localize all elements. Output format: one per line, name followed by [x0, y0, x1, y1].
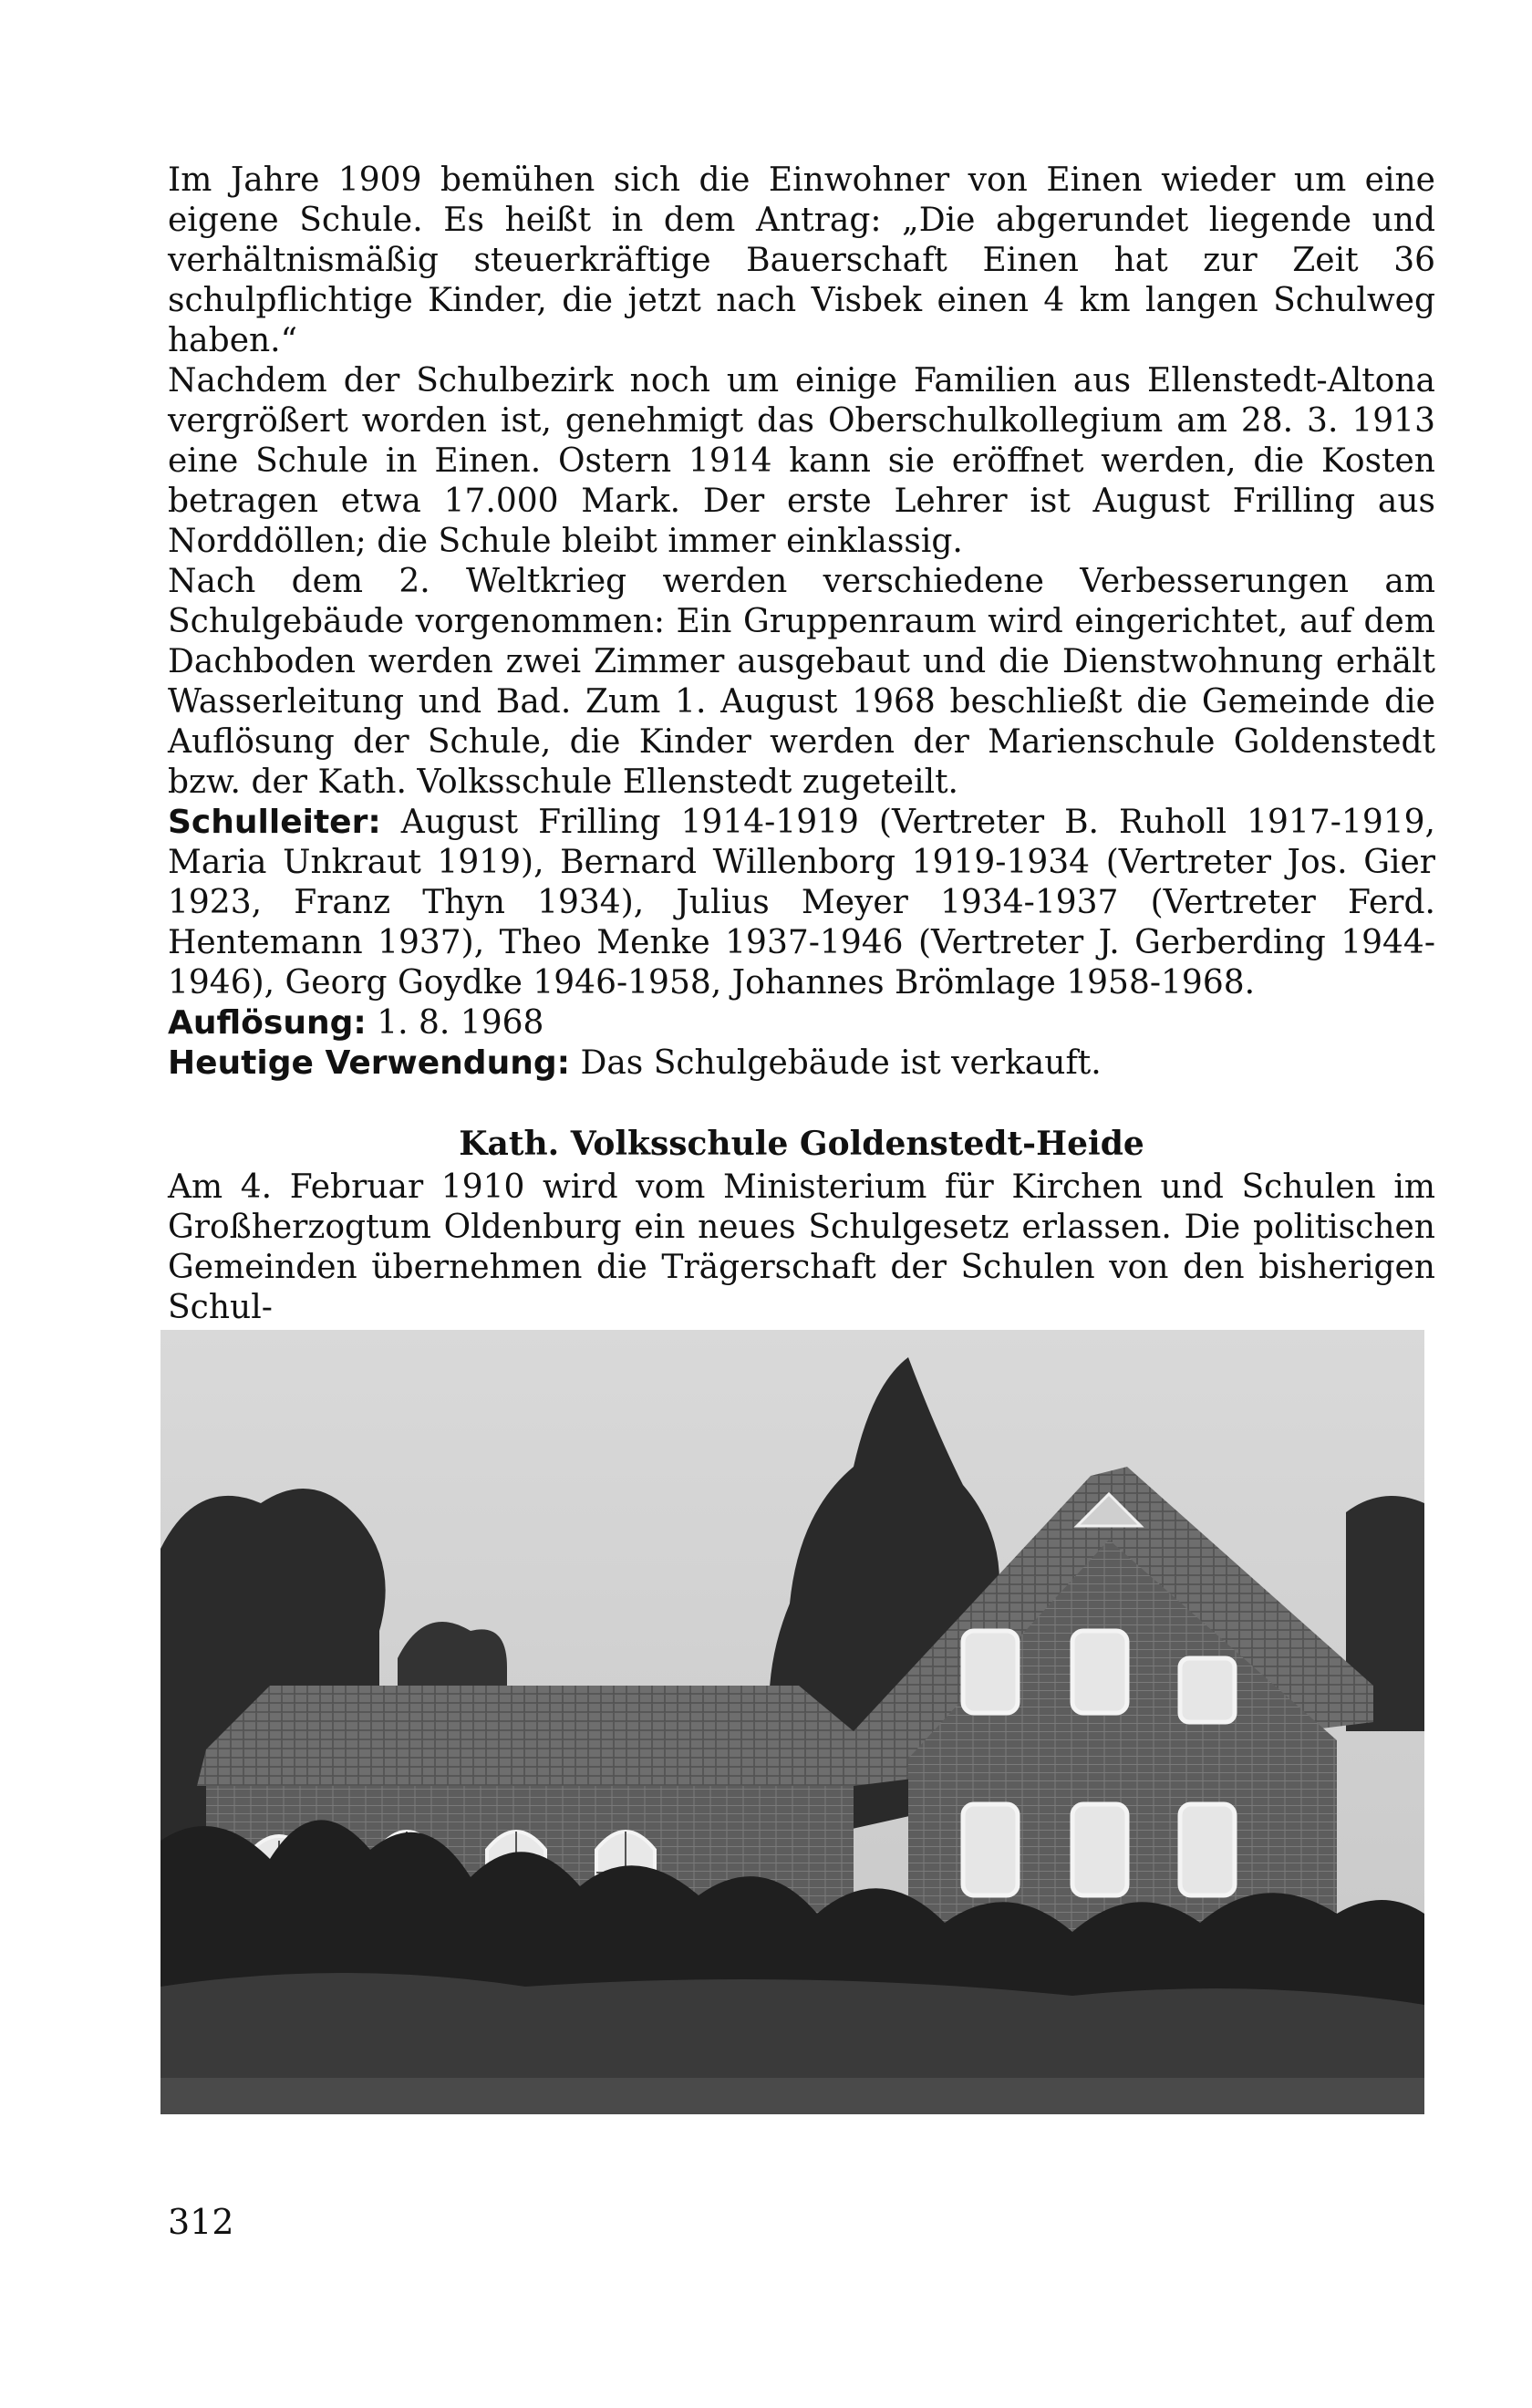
- dissolution-label: Auflösung:: [168, 1004, 367, 1042]
- section-heading: Kath. Volksschule Goldenstedt-Heide: [459, 1125, 1144, 1163]
- headmasters-label: Schulleiter:: [168, 804, 381, 841]
- headmasters-text: August Frilling 1914-1919 (Vertreter B. Ruholl 1917-1919, Maria Unkraut 1919), Bernard Willenborg 1919-1934 (Vertreter Jos. Gier 1923, Franz Thyn 1934), Julius Meyer 1934-1937 (Vertreter Ferd. Hentemann 1937), Theo Menke 1937-1946 (Vertreter J. Gerberding 1944-1946), Georg Goydke 1946-1958, Johannes Brömlage 1958-1968.: [168, 804, 1435, 1002]
- school-building-illustration: [160, 1330, 1424, 2114]
- paragraph-school-request: Im Jahre 1909 bemühen sich die Einwohner von Einen wieder um eine eigene Schule. Es heißt in dem Antrag: „Die abgerundet liegende und verhältnismäßig steuerkräftige Bauerschaft Einen hat zur Zeit 36 schulpflichtige Kinder, die jetzt nach Visbek einen 4 km langen Schulweg haben.“: [168, 161, 1435, 359]
- paragraph-school-founding: Nachdem der Schulbezirk noch um einige Familien aus Ellenstedt-Altona vergrößert worden ist, genehmigt das Oberschulkollegium am 28. 3. 1913 eine Schule in Einen. Ostern 1914 kann sie eröffnet werden, die Kosten betragen etwa 17.000 Mark. Der erste Lehrer ist August Frilling aus Norddöllen; die Schule bleibt immer einklassig.: [168, 362, 1435, 560]
- current-use-text: Das Schulgebäude ist verkauft.: [580, 1044, 1102, 1082]
- paragraph-post-war: Nach dem 2. Weltkrieg werden verschiedene Verbesserungen am Schulgebäude vorgenommen: Ein Gruppenraum wird eingerichtet, auf dem Dachboden werden zwei Zimmer ausgebaut und die Dienstwohnung erhält Wasserleitung und Bad. Zum 1. August 1968 beschließt die Gemeinde die Auflösung der Schule, die Kinder werden der Marienschule Goldenstedt bzw. der Kath. Volksschule Ellenstedt zugeteilt.: [168, 563, 1435, 801]
- school-building-photo: [160, 1330, 1424, 2114]
- page-body: [168, 161, 1435, 1328]
- headmasters-entry: [168, 803, 1435, 1003]
- dissolution-entry: [168, 1003, 1435, 1043]
- current-use-entry: [168, 1043, 1435, 1084]
- section-paragraph: Am 4. Februar 1910 wird vom Ministerium für Kirchen und Schulen im Großherzogtum Oldenburg ein neues Schulgesetz erlassen. Die politischen Gemeinden übernehmen die Trägerschaft der Schulen von den bisherigen Schul-: [168, 1168, 1435, 1326]
- dissolution-text: 1. 8. 1968: [377, 1004, 544, 1042]
- current-use-label: Heutige Verwendung:: [168, 1044, 570, 1082]
- page-number: 312: [168, 2202, 234, 2242]
